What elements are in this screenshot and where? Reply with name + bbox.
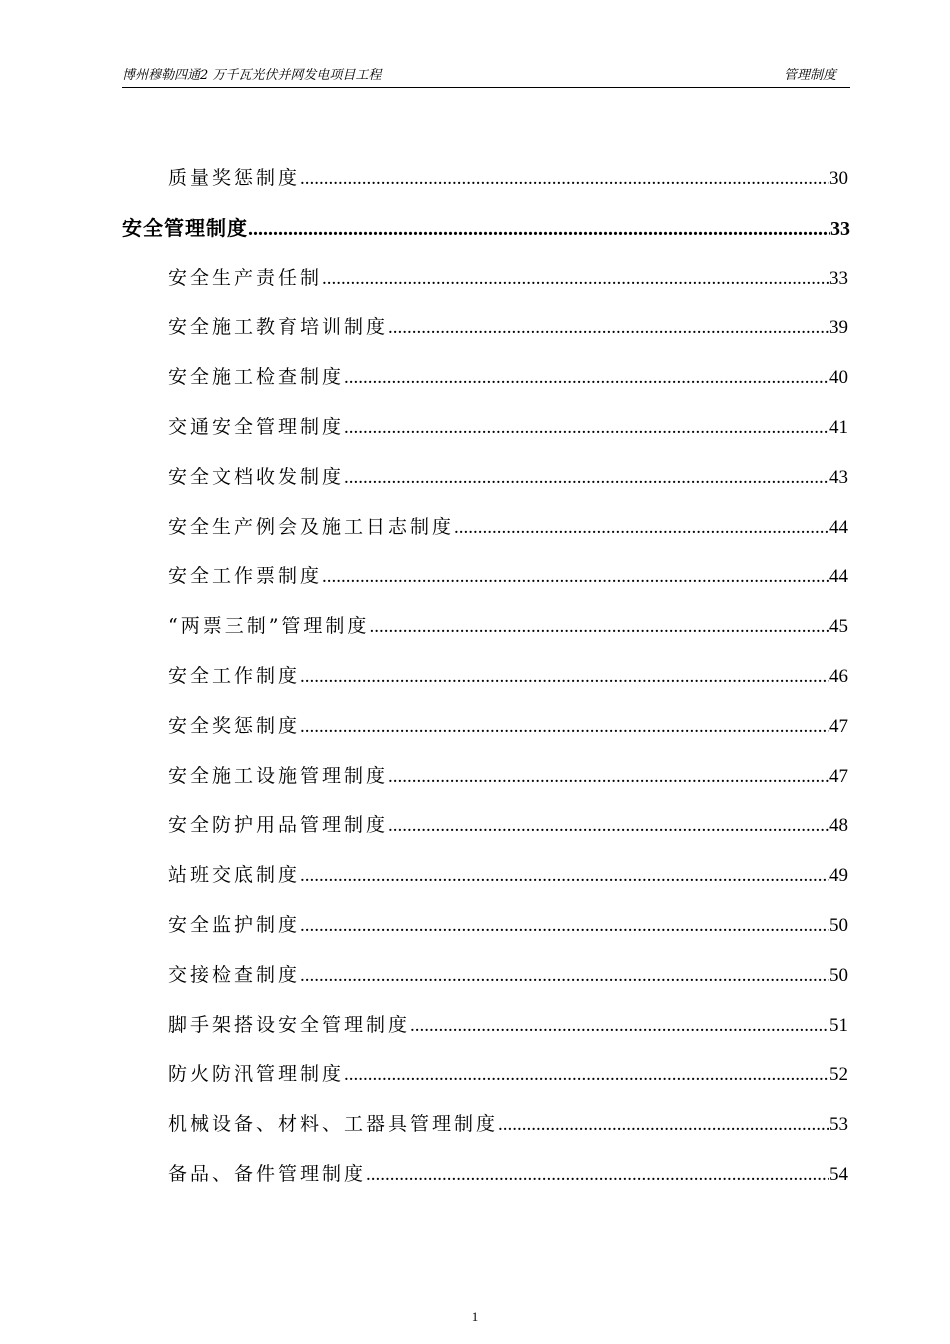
toc-entry-label: 站班交底制度 — [168, 864, 301, 887]
toc-entry-label: 安全工作制度 — [168, 665, 301, 687]
toc-entry[interactable] — [168, 407, 848, 447]
toc-leader-dots — [454, 508, 829, 547]
toc-leader-dots — [344, 1055, 829, 1094]
toc-leader-dots — [388, 308, 829, 347]
toc-entry-page: 53 — [829, 1114, 848, 1136]
toc-entry-label: 安全奖惩制度 — [168, 714, 301, 737]
toc-entry[interactable] — [168, 905, 848, 945]
header-project-title: 博州穆勒四通2 万千瓦光伏并网发电项目工程 — [122, 68, 382, 83]
toc-leader-dots — [344, 408, 829, 447]
toc-entry-label: 备品、备件管理制度 — [168, 1163, 367, 1185]
toc-leader-dots — [248, 209, 830, 248]
toc-entry[interactable] — [168, 457, 848, 497]
toc-entry[interactable] — [168, 756, 848, 796]
toc-entry-page: 33 — [830, 217, 850, 240]
toc-entry-page: 51 — [829, 1014, 848, 1036]
toc-entry-page: 45 — [829, 616, 848, 638]
toc-leader-dots — [300, 856, 829, 895]
toc-leader-dots — [300, 707, 829, 746]
toc-entry-label: 安全施工设施管理制度 — [168, 764, 389, 787]
toc-entry[interactable] — [168, 1054, 848, 1094]
toc-leader-dots — [388, 806, 829, 845]
page-number: 1 — [471, 1309, 479, 1324]
toc-leader-dots — [344, 358, 829, 397]
toc-entry-label: 防火防汛管理制度 — [168, 1063, 345, 1086]
toc-entry[interactable] — [168, 805, 848, 845]
toc-leader-dots — [300, 956, 829, 995]
toc-entry[interactable] — [168, 357, 848, 397]
toc-entry-page: 48 — [829, 815, 848, 837]
toc-entry-page: 39 — [829, 317, 848, 339]
toc-leader-dots — [300, 906, 829, 945]
toc-leader-dots — [322, 557, 829, 596]
toc-entry-page: 43 — [829, 466, 848, 488]
toc-entry-label: “两票三制”管理制度 — [168, 615, 370, 638]
toc-entry-label: 机械设备、材料、工器具管理制度 — [168, 1113, 499, 1136]
page-header — [122, 66, 850, 88]
toc-entry-page: 54 — [829, 1164, 848, 1185]
toc-entry-label: 安全生产责任制 — [168, 266, 323, 289]
toc-entry-page: 46 — [829, 666, 848, 687]
toc-entry[interactable] — [168, 1104, 848, 1144]
toc-leader-dots — [410, 1006, 829, 1045]
toc-entry-page: 50 — [829, 964, 848, 986]
toc-entry[interactable] — [168, 507, 848, 547]
toc-leader-dots — [498, 1105, 829, 1144]
toc-entry[interactable] — [168, 706, 848, 746]
toc-entry[interactable] — [168, 855, 848, 895]
toc-entry-label: 安全生产例会及施工日志制度 — [168, 515, 455, 538]
toc-entry-page: 50 — [829, 915, 848, 936]
toc-entry[interactable] — [168, 307, 848, 347]
toc-leader-dots — [300, 657, 829, 696]
toc-entry-page: 40 — [829, 367, 848, 389]
toc-entry-label: 安全工作票制度 — [168, 565, 323, 588]
header-section-title: 管理制度 — [783, 68, 836, 83]
toc-leader-dots — [344, 458, 829, 497]
toc-entry-page: 49 — [829, 865, 848, 887]
toc-entry[interactable] — [168, 158, 848, 198]
toc-entry-label: 交接检查制度 — [168, 963, 301, 986]
toc-entry-label: 安全施工教育培训制度 — [168, 316, 389, 339]
toc-entry-label: 质量奖惩制度 — [168, 167, 301, 189]
toc-entry[interactable] — [168, 1154, 848, 1194]
toc-entry[interactable] — [168, 1005, 848, 1045]
toc-entry[interactable] — [122, 208, 850, 248]
toc-entry[interactable] — [168, 656, 848, 696]
toc-entry-label: 交通安全管理制度 — [168, 416, 345, 438]
toc-entry-page: 47 — [829, 765, 848, 787]
toc-entry-label: 安全管理制度 — [122, 215, 248, 240]
toc-entry-page: 41 — [829, 417, 848, 438]
toc-leader-dots — [322, 259, 829, 298]
toc-entry-page: 33 — [829, 267, 848, 289]
toc-entry-label: 脚手架搭设安全管理制度 — [168, 1013, 411, 1036]
toc-entry-page: 44 — [829, 516, 848, 538]
toc-entry-page: 47 — [829, 715, 848, 737]
toc-entry-page: 52 — [829, 1064, 848, 1086]
toc-entry-page: 30 — [829, 168, 848, 189]
toc-leader-dots — [366, 1155, 829, 1194]
toc-entry[interactable] — [168, 606, 848, 646]
toc-leader-dots — [369, 607, 829, 646]
toc-entry-label: 安全监护制度 — [168, 914, 301, 936]
toc-entry-page: 44 — [829, 566, 848, 588]
toc-entry-label: 安全防护用品管理制度 — [168, 814, 389, 837]
toc-entry-label: 安全施工检查制度 — [168, 366, 345, 389]
toc-entry[interactable] — [168, 258, 848, 298]
toc-entry-label: 安全文档收发制度 — [168, 465, 345, 488]
toc-leader-dots — [300, 159, 829, 198]
toc-entry[interactable] — [168, 955, 848, 995]
toc-entry[interactable] — [168, 556, 848, 596]
toc-leader-dots — [388, 757, 829, 796]
